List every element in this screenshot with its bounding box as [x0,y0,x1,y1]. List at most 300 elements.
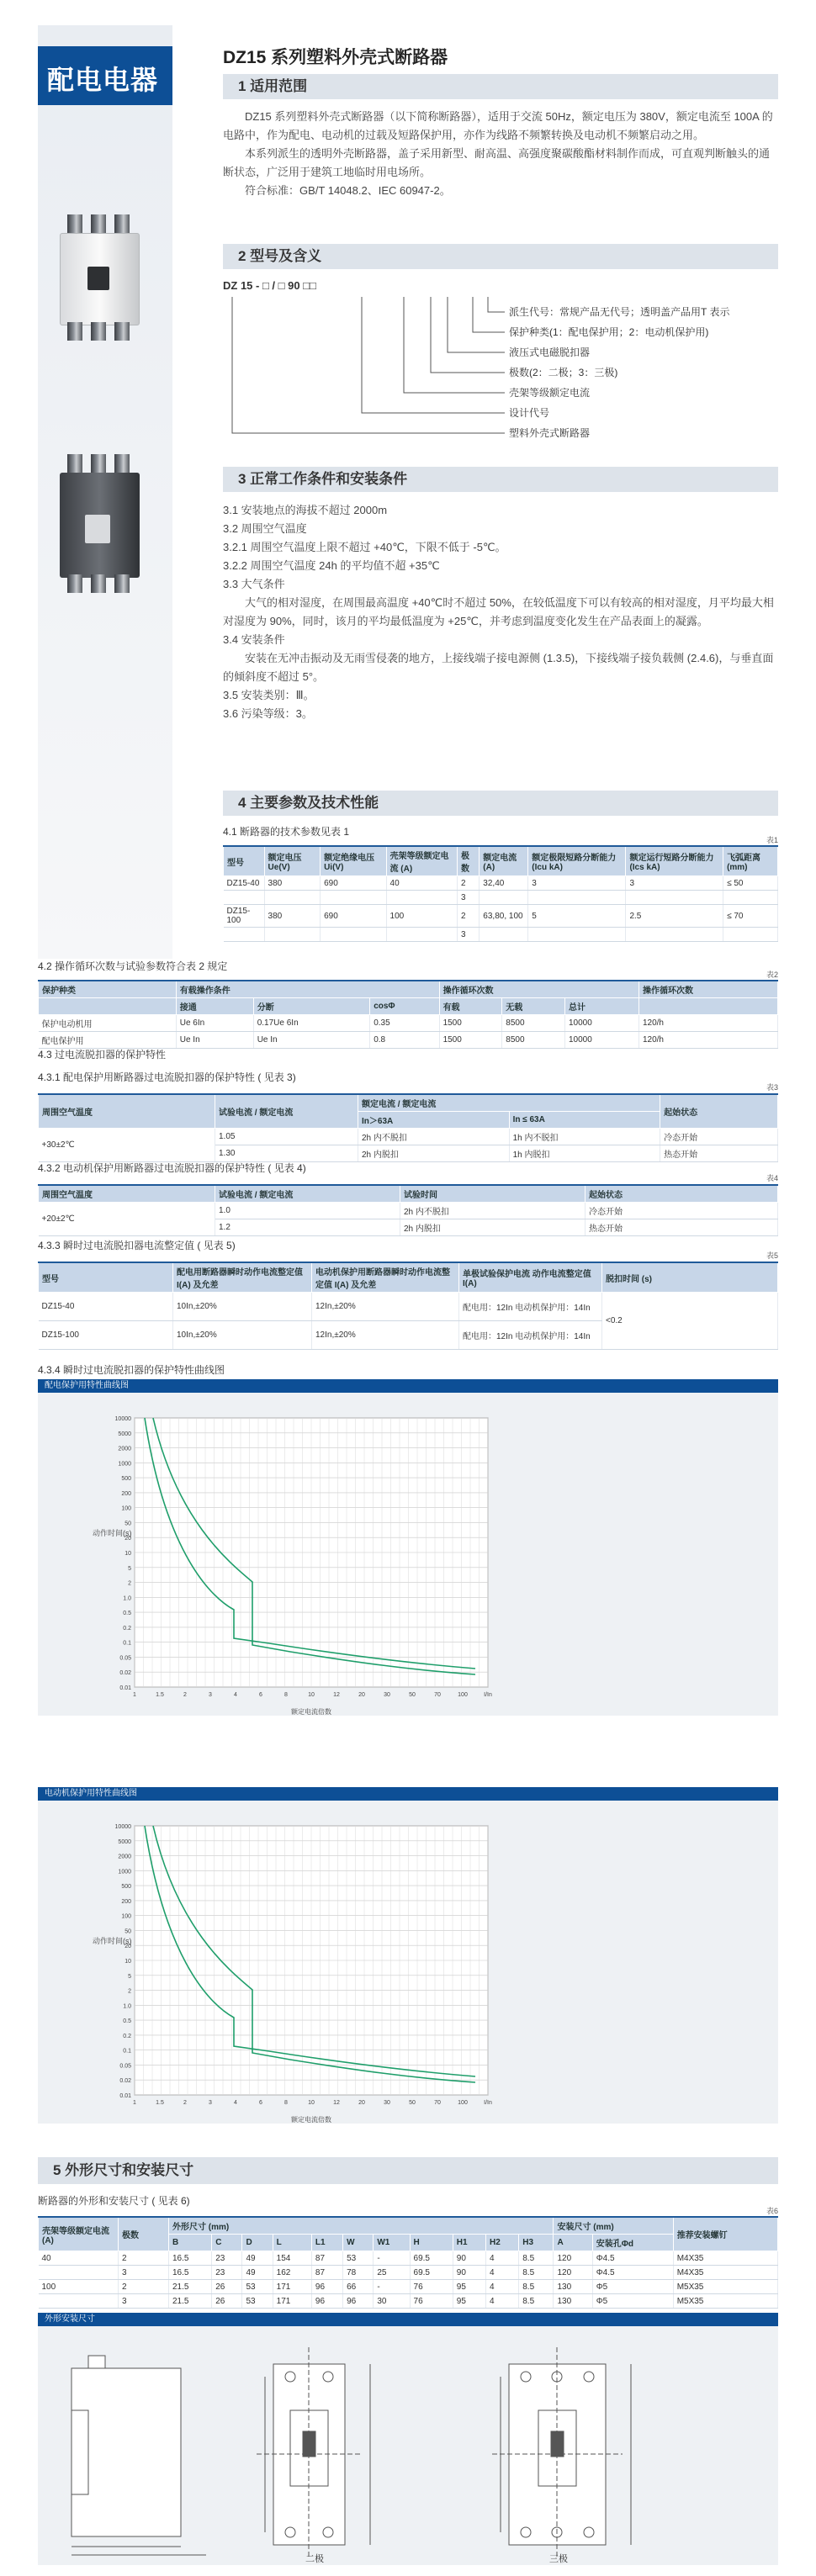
x-tick-label: 1 [133,2100,136,2106]
cell: 2h 内不脱扣 [358,1129,510,1145]
table-row [39,1032,778,1049]
line: 3.1 安装地点的海拔不超过 2000m [223,504,388,516]
cell [386,891,457,905]
cell: 26 [212,2280,242,2294]
cell: <0.2 [602,1293,778,1350]
line: 3.3 大气条件 [223,578,285,590]
line: 3.6 污染等级：3。 [223,707,313,720]
col-header: 无载 [502,998,565,1015]
col-header: 操作循环次数 [638,981,777,998]
table-row [39,1129,778,1145]
cell: 87 [311,2266,342,2280]
col-header: D [242,2235,273,2251]
y-tick-label: 10000 [114,1416,131,1422]
cell [224,891,265,905]
x-axis-label: 额定电流倍数 [291,1708,331,1716]
cell: 96 [311,2294,342,2309]
cell: DZ15-100 [39,1321,173,1350]
col-header: 周围空气温度 [39,1094,215,1129]
x-tick-label: 2 [183,2100,187,2106]
cell: 96 [343,2294,374,2309]
col-header: 周围空气温度 [39,1185,215,1203]
cell: 12In,±20% [312,1293,459,1321]
col-header: 额定极限短路分断能力 (Icu kA) [528,846,626,876]
cell: 49 [242,2251,273,2266]
col-header: 有载操作条件 [176,981,439,998]
cell: 8.5 [519,2280,554,2294]
table-row [39,1203,778,1219]
y-tick-label: 200 [121,1490,131,1497]
col-header: B [169,2235,212,2251]
cell: 90 [453,2266,485,2280]
chart-1-svg [38,1393,778,1716]
col-header: H [410,2235,453,2251]
y-tick-label: 5 [128,1973,131,1980]
col-header: 型号 [39,1262,173,1293]
table-1-caption: 4.1 断路器的技术参数见表 1 [223,826,350,838]
cell: 66 [343,2280,374,2294]
cell: 120 [554,2266,592,2280]
cell: 10000 [564,1032,638,1049]
cell: 3 [457,928,479,942]
cell: 2 [119,2280,169,2294]
cell [723,928,778,942]
col-header: 极数 [119,2217,169,2251]
cell: 3 [626,876,723,891]
cell: 154 [273,2251,311,2266]
cell: 690 [321,905,386,928]
col-header: 额定运行短路分断能力 (Ics kA) [626,846,723,876]
page-title: DZ15 系列塑料外壳式断路器 [223,48,448,67]
legend-item: 设计代号 [509,407,550,419]
y-tick-label: 5 [128,1565,131,1572]
cell: 130 [554,2280,592,2294]
cell: 63,80, 100 [480,905,528,928]
x-tick-label: 10 [308,2100,315,2106]
table-2 [38,980,778,1049]
cell [528,928,626,942]
y-tick-label: 1.0 [123,1595,131,1602]
cell: 130 [554,2294,592,2309]
cell: Φ4.5 [592,2266,673,2280]
cell: 78 [343,2266,374,2280]
cell: 171 [273,2280,311,2294]
legend-item: 极数(2：二极；3：三极) [509,367,618,378]
cell: 2 [457,876,479,891]
cell: 保护电动机用 [39,1015,177,1032]
cell: 21.5 [169,2280,212,2294]
cell: 热态开始 [660,1145,778,1162]
x-tick-label: 8 [284,1692,288,1698]
table-3-caption: 4.3.1 配电保护用断路器过电流脱扣器的保护特性 ( 见表 3) [38,1071,296,1083]
cell: 2h 内不脱扣 [400,1203,586,1219]
y-tick-label: 2000 [118,1446,131,1452]
y-tick-label: 0.1 [123,1640,131,1647]
col-header: 配电用断路器瞬时动作电流整定值 I(A) 及允差 [173,1262,312,1293]
cell: - [374,2251,410,2266]
table-5 [38,1262,778,1350]
col-header: 总计 [564,998,638,1015]
cell: 1500 [439,1015,502,1032]
cell: M4X35 [673,2266,777,2280]
col-header: 壳架等级额定电流 (A) [386,846,457,876]
x-tick-label: 50 [409,1692,416,1698]
y-tick-label: 0.5 [123,2018,131,2025]
cell: 171 [273,2294,311,2309]
cell: 76 [410,2294,453,2309]
col-header: 外形尺寸 (mm) [169,2217,554,2235]
table-row [39,2266,778,2280]
cell: 2h 内脱扣 [400,1219,586,1236]
x-tick-label: 20 [358,2100,365,2106]
y-tick-label: 10 [125,1959,131,1965]
x-tick-label: 50 [409,2100,416,2106]
cell: 120 [554,2251,592,2266]
chart-2-svg [38,1801,778,2124]
x-tick-label: 6 [259,1692,262,1698]
y-tick-label: 0.5 [123,1611,131,1617]
label-three-pole: 三极 [549,2554,568,2564]
cell: 配电用：12In 电动机保护用：14In [459,1321,602,1350]
col-header: 接通 [176,998,253,1015]
table-6-number: 表6 [766,2207,778,2215]
cell: 4 [486,2251,519,2266]
col-header: 分断 [253,998,370,1015]
col-header: H3 [519,2235,554,2251]
cell: Φ4.5 [592,2251,673,2266]
x-tick-label: 1.5 [156,2100,164,2106]
col-header: 额定电流 / 额定电流 [358,1094,660,1112]
section-2-heading: 2 型号及含义 [223,244,778,269]
cell: 21.5 [169,2294,212,2309]
x-tick-label: 12 [333,2100,340,2106]
cell: Ue 6In [176,1015,253,1032]
cell: 76 [410,2280,453,2294]
table-6-caption: 断路器的外形和安装尺寸 ( 见表 6) [38,2195,190,2207]
y-tick-label: 100 [121,1505,131,1512]
cell: 96 [311,2280,342,2294]
cell: DZ15-40 [39,1293,173,1321]
cell: 380 [264,876,321,891]
col-header: 保护种类 [39,981,177,998]
cell: Ue In [253,1032,370,1049]
cell: 380 [264,905,321,928]
y-tick-label: 1000 [118,1461,131,1468]
cell: 8500 [502,1032,565,1049]
col-header: C [212,2235,242,2251]
y-tick-label: 50 [125,1521,131,1527]
cell [528,891,626,905]
col-header: W1 [374,2235,410,2251]
paragraph: 符合标准：GB/T 14048.2、IEC 60947-2。 [245,184,451,197]
y-tick-label: 0.02 [119,1670,131,1677]
cell: - [374,2280,410,2294]
y-tick-label: 50 [125,1928,131,1935]
cell: 8.5 [519,2294,554,2309]
label-two-pole: 二极 [305,2554,324,2564]
x-tick-label: 30 [384,1692,390,1698]
table-3-number: 表3 [766,1083,778,1092]
table-6 [38,2216,778,2309]
x-tick-label: 70 [434,2100,441,2106]
curve-caption: 4.3.4 瞬时过电流脱扣器的保护特性曲线图 [38,1364,225,1376]
cell: 25 [374,2266,410,2280]
table-row [39,2280,778,2294]
col-header: 额定电流 (A) [480,846,528,876]
cell: 100 [39,2280,119,2294]
cell: 5 [528,905,626,928]
col-header: In＞63A [358,1112,510,1129]
cell [39,2294,119,2309]
col-header: 额定电压 Ue(V) [264,846,321,876]
table-2-number: 表2 [766,971,778,979]
col-header: In ≤ 63A [509,1112,660,1129]
cell [264,928,321,942]
cell: +30±2℃ [39,1129,215,1162]
col-header: 推荐安装螺钉 [673,2217,777,2251]
section-1-body [223,108,778,200]
cell: 0.35 [370,1015,439,1032]
y-tick-label: 0.2 [123,1625,131,1632]
cell: 冷态开始 [660,1129,778,1145]
cell: 49 [242,2266,273,2280]
section-3-heading: 3 正常工作条件和安装条件 [223,467,778,492]
cell: 2h 内脱扣 [358,1145,510,1162]
cell [626,891,723,905]
x-tick-label: 3 [209,1692,212,1698]
cell: DZ15-40 [224,876,265,891]
cell: 4 [486,2266,519,2280]
model-code-legend [509,304,778,446]
y-tick-label: 0.02 [119,2078,131,2085]
legend-item: 保护种类(1：配电保护用；2：电动机保护用) [509,326,709,338]
brand-title: 配电电器 [47,65,159,95]
cell: ≤ 50 [723,876,778,891]
cell: 12In,±20% [312,1321,459,1350]
section-1-heading: 1 适用范围 [223,74,778,99]
legend-item: 壳架等级额定电流 [509,387,591,399]
cell: 16.5 [169,2266,212,2280]
table-3 [38,1093,778,1162]
table-row [224,876,778,891]
cell: M4X35 [673,2251,777,2266]
col-header: L1 [311,2235,342,2251]
drawing-title-bar: 外形安装尺寸 [38,2313,778,2326]
model-code: DZ 15 - □ / □ 90 □□ [223,279,316,292]
y-tick-label: 500 [121,1476,131,1483]
cell [321,928,386,942]
cell: 1500 [439,1032,502,1049]
col-header: 安装尺寸 (mm) [554,2217,673,2235]
cell: 1h 内不脱扣 [509,1129,660,1145]
x-tick-label: 100 [458,2100,468,2106]
cell: 95 [453,2294,485,2309]
table-row [224,891,778,905]
col-header: 单极试验保护电流 动作电流整定值 I(A) [459,1262,602,1293]
legend-item: 派生代号：常规产品无代号；透明盖产品用T 表示 [509,306,730,318]
x-tick-label: 4 [234,1692,237,1698]
outline-drawings [38,2326,778,2565]
cell: 3 [528,876,626,891]
x-tick-label: 6 [259,2100,262,2106]
y-tick-label: 500 [121,1884,131,1891]
col-header: 额定绝缘电压 Ui(V) [321,846,386,876]
cell: 2 [119,2251,169,2266]
table-2-caption: 4.2 操作循环次数与试验参数符合表 2 规定 [38,960,228,972]
table-row [224,928,778,942]
x-axis-label: 额定电流倍数 [291,2116,331,2124]
y-tick-label: 1.0 [123,2003,131,2010]
line: 3.4 安装条件 [223,633,285,646]
x-tick-label: 1.5 [156,1692,164,1698]
col-header: H2 [486,2235,519,2251]
col-header: 起始状态 [586,1185,778,1203]
cell: 120/h [638,1032,777,1049]
cell: 8.5 [519,2251,554,2266]
cell: Φ5 [592,2280,673,2294]
x-tick-label: 1 [133,1692,136,1698]
cell: 69.5 [410,2251,453,2266]
table-row [39,2251,778,2266]
cell: 4 [486,2294,519,2309]
cell: 120/h [638,1015,777,1032]
y-tick-label: 20 [125,1944,131,1950]
paragraph: 安装在无冲击振动及无雨雪侵袭的地方，上接线端子接电源侧 (1.3.5)，下接线端子接负载侧 (2.4.6)，与垂直面的倾斜度不超过 5°。 [223,652,774,683]
cell [480,891,528,905]
cell [321,891,386,905]
cell: 87 [311,2251,342,2266]
cell: 32,40 [480,876,528,891]
cell: 100 [386,905,457,928]
cell: 10In,±20% [173,1321,312,1350]
cell: DZ15-100 [224,905,265,928]
cell [386,928,457,942]
cell: Ue In [176,1032,253,1049]
paragraph: DZ15 系列塑料外壳式断路器（以下简称断路器），适用于交流 50Hz，额定电压为 380V，额定电流至 100A 的电路中，作为配电、电动机的过载及短路保护用，亦作为线路不频繁转换及电动机不频繁启动之用。 [223,110,773,141]
col-header: L [273,2235,311,2251]
paragraph: 本系列派生的透明外壳断路器，盖子采用新型、耐高温、高强度聚碳酸酯材料制作而成，可直观判断触头的通断状态，广泛用于建筑工地临时用电场所。 [223,147,771,178]
col-header: 壳架等级额定电流 (A) [39,2217,119,2251]
cell: 8.5 [519,2266,554,2280]
table-4-caption: 4.3.2 电动机保护用断路器过电流脱扣器的保护特性 ( 见表 4) [38,1162,306,1174]
cell: 53 [242,2280,273,2294]
x-tick-label: 8 [284,2100,288,2106]
col-header: 飞弧距离 (mm) [723,846,778,876]
cell [480,928,528,942]
y-axis-label: 动作时间(s) [93,1529,132,1537]
col-header: 操作循环次数 [439,981,638,998]
cell: 26 [212,2294,242,2309]
cell: 热态开始 [586,1219,778,1236]
col-header: 脱扣时间 (s) [602,1262,778,1293]
x-tick-label: 3 [209,2100,212,2106]
y-tick-label: 100 [121,1913,131,1920]
cell: M5X35 [673,2294,777,2309]
col-header: 试验电流 / 额定电流 [215,1094,358,1129]
cell: 配电用：12In 电动机保护用：14In [459,1293,602,1321]
model-code-bracket-lines [227,290,505,442]
col-header: 安装孔Φd [592,2235,673,2251]
col-header: 起始状态 [660,1094,778,1129]
legend-item: 液压式电磁脱扣器 [509,346,591,358]
y-tick-label: 0.01 [119,1685,131,1691]
cell: 3 [457,891,479,905]
cell: 3 [119,2266,169,2280]
paragraph: 大气的相对湿度，在周围最高温度 +40℃时不超过 50%，在较低温度下可以有较高的相对湿度，月平均最大相对湿度为 90%，同时，该月的平均最低温度为 +25℃，并考虑到温度变化发生在产品表面上的凝露。 [223,596,774,627]
table-4-number: 表4 [766,1174,778,1182]
cell: 30 [374,2294,410,2309]
cell: 冷态开始 [586,1203,778,1219]
cell: 4 [486,2280,519,2294]
cell: 40 [386,876,457,891]
line: 3.5 安装类别：Ⅲ。 [223,689,315,701]
cell: 90 [453,2251,485,2266]
y-tick-label: 5000 [118,1431,131,1437]
y-tick-label: 0.05 [119,2063,131,2070]
cell [626,928,723,942]
cell: 0.8 [370,1032,439,1049]
table-row [39,1293,778,1321]
x-tick-label: 12 [333,1692,340,1698]
col-header: W [343,2235,374,2251]
cell: 3 [119,2294,169,2309]
x-tick-label: 100 [458,1692,468,1698]
col-header: 有载 [439,998,502,1015]
x-tick-label: 30 [384,2100,390,2106]
cell: 2 [457,905,479,928]
cell: 配电保护用 [39,1032,177,1049]
line: 3.2.1 周围空气温度上限不超过 +40℃，下限不低于 -5℃。 [223,541,506,553]
col-header: 电动机保护用断路器瞬时动作电流整定值 I(A) 及允差 [312,1262,459,1293]
y-tick-label: 2 [128,1988,131,1995]
cell: 16.5 [169,2251,212,2266]
x-tick-label: 2 [183,1692,187,1698]
section-5-heading: 5 外形尺寸和安装尺寸 [38,2157,778,2184]
line: 3.2 周围空气温度 [223,522,307,535]
cell: 95 [453,2280,485,2294]
y-tick-label: 2 [128,1580,131,1587]
col-header: 试验电流 / 额定电流 [215,1185,400,1203]
table-4 [38,1184,778,1236]
y-tick-label: 200 [121,1898,131,1905]
cell [723,891,778,905]
x-tick-label: 70 [434,1692,441,1698]
cell: 0.17Ue 6In [253,1015,370,1032]
col-header: H1 [453,2235,485,2251]
y-tick-label: 1000 [118,1869,131,1875]
cell: 1h 内脱扣 [509,1145,660,1162]
cell: 1.0 [215,1203,400,1219]
y-tick-label: 20 [125,1536,131,1542]
section-3-body [223,501,778,723]
table-row [39,2294,778,2309]
chart-1-title-bar: 配电保护用特性曲线图 [38,1379,778,1393]
table-1-number: 表1 [766,836,778,844]
cell: 1.2 [215,1219,400,1236]
cell: 10In,±20% [173,1293,312,1321]
cell [39,2266,119,2280]
cell [224,928,265,942]
cell [264,891,321,905]
col-header: A [554,2235,592,2251]
col-header: 试验时间 [400,1185,586,1203]
table-5-caption: 4.3.3 瞬时过电流脱扣器电流整定值 ( 见表 5) [38,1240,236,1251]
section-4-heading: 4 主要参数及技术性能 [223,791,778,816]
cell: 69.5 [410,2266,453,2280]
x-tick-label: 4 [234,2100,237,2106]
cell: 1.05 [215,1129,358,1145]
cell: 10000 [564,1015,638,1032]
